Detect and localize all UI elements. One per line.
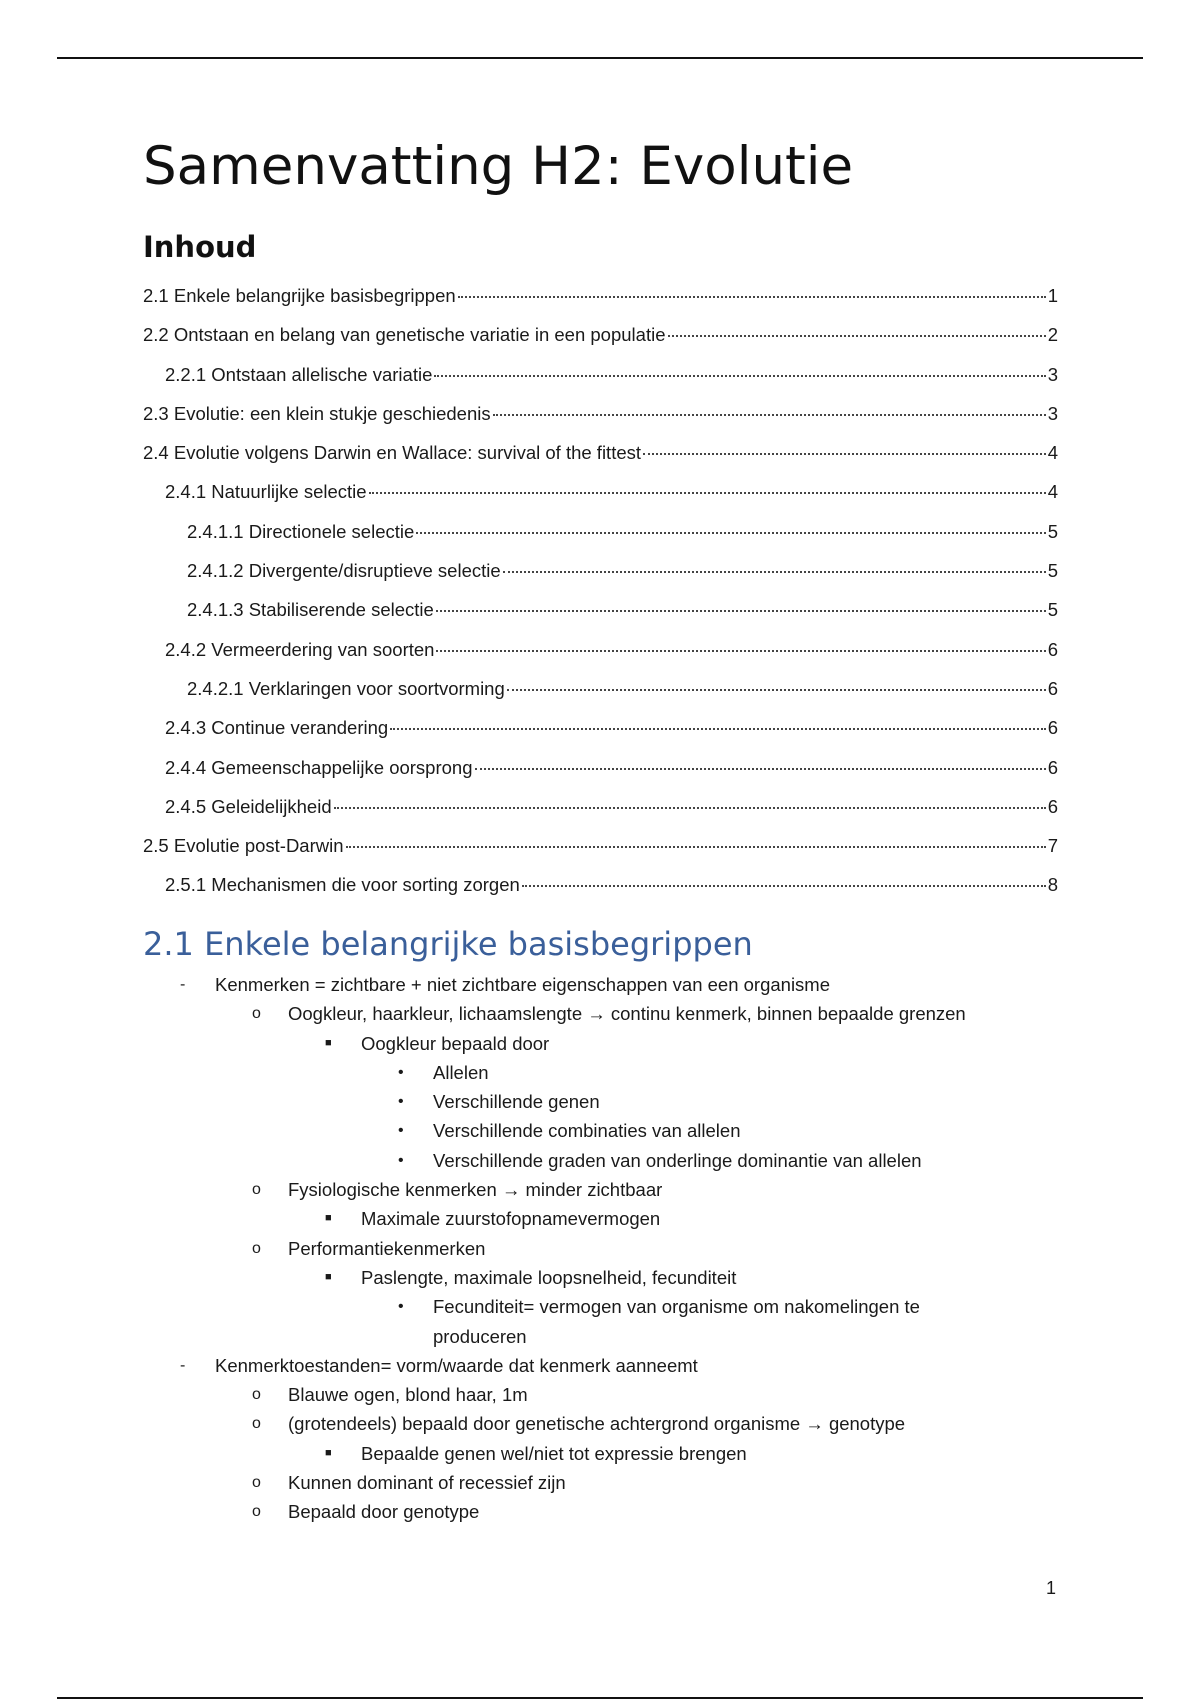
bullet-icon: •: [398, 1298, 404, 1316]
toc-entry[interactable]: [143, 521, 1058, 560]
list-item-text: Allelen: [433, 1061, 489, 1083]
list-item: [143, 1234, 1058, 1263]
list-item-text: Verschillende combinaties van allelen: [433, 1120, 741, 1142]
list-item-text: Verschillende genen: [433, 1091, 600, 1113]
toc-entry-page: 6: [1047, 795, 1058, 817]
toc-entry-page: 5: [1047, 599, 1058, 621]
toc-dot-leader: [436, 650, 1045, 652]
toc-entry-label: 2.1 Enkele belangrijke basisbegrippen: [143, 285, 456, 306]
toc-entry-page: 8: [1047, 874, 1058, 896]
toc-dot-leader: [493, 414, 1046, 416]
toc-entry[interactable]: [143, 835, 1058, 874]
list-item: [143, 1497, 1058, 1526]
toc-dot-leader: [369, 492, 1046, 494]
page-number: 1: [1046, 1578, 1057, 1598]
section-heading: 2.1 Enkele belangrijke basisbegrippen: [143, 925, 753, 963]
toc-dot-leader: [643, 453, 1046, 455]
toc-entry-label: 2.5 Evolutie post-Darwin: [143, 835, 344, 857]
toc-dot-leader: [522, 885, 1046, 887]
list-item: [143, 1351, 1058, 1380]
list-item: [143, 1087, 1058, 1116]
header-rule: [57, 57, 1143, 59]
toc-entry-page: 3: [1047, 363, 1058, 385]
toc-entry-label: 2.2 Ontstaan en belang van genetische variatie in een populatie: [143, 324, 666, 346]
list-item: [143, 1175, 1058, 1204]
list-item: [143, 1204, 1058, 1233]
bullet-icon: o: [252, 1005, 261, 1023]
list-item: [143, 1292, 1058, 1321]
list-item-text: Blauwe ogen, blond haar, 1m: [288, 1384, 528, 1406]
list-item-text: Fecunditeit= vermogen van organisme om nakomelingen te: [433, 1296, 920, 1318]
list-item-text: Oogkleur, haarkleur, lichaamslengte → continu kenmerk, binnen bepaalde grenzen: [288, 1003, 966, 1025]
list-item-text: Verschillende graden van onderlinge dominantie van allelen: [433, 1149, 922, 1171]
list-item: [143, 970, 1058, 999]
bullet-icon: ■: [325, 1036, 332, 1049]
list-item-text: Oogkleur bepaald door: [361, 1032, 550, 1054]
toc-entry-label: 2.2.1 Ontstaan allelische variatie: [165, 363, 433, 385]
bullet-icon: o: [252, 1386, 261, 1404]
toc-entry-label: 2.4.4 Gemeenschappelijke oorsprong: [165, 756, 473, 778]
toc-entry-label: 2.4.1.1 Directionele selectie: [187, 520, 415, 542]
toc-entry-label: 2.4.1 Natuurlijke selectie: [165, 481, 367, 503]
bullet-icon: ■: [325, 1270, 332, 1283]
toc-entry[interactable]: [143, 599, 1058, 638]
toc-entry-page: 5: [1047, 520, 1058, 542]
bullet-icon: o: [252, 1181, 261, 1199]
document-title: Samenvatting H2: Evolutie: [143, 136, 854, 197]
toc-entry[interactable]: [143, 560, 1058, 599]
list-item-text: Maximale zuurstofopnamevermogen: [361, 1208, 661, 1230]
toc-dot-leader: [434, 375, 1045, 377]
outline-list: [143, 970, 1058, 1527]
toc-entry[interactable]: [143, 639, 1058, 678]
toc-entry[interactable]: [143, 442, 1058, 481]
list-item-text: Kenmerktoestanden= vorm/waarde dat kenmerk aanneemt: [215, 1354, 698, 1376]
list-item-text: Bepaalde genen wel/niet tot expressie brengen: [361, 1442, 747, 1464]
toc-dot-leader: [668, 335, 1046, 337]
toc-entry-label: 2.4.3 Continue verandering: [165, 717, 389, 739]
toc-dot-leader: [458, 296, 1046, 298]
bullet-icon: o: [252, 1239, 261, 1257]
toc-entry-page: 6: [1047, 638, 1058, 660]
toc-entry[interactable]: [143, 757, 1058, 796]
toc-dot-leader: [390, 728, 1046, 730]
toc-entry-page: 6: [1047, 756, 1058, 778]
toc-entry-page: 6: [1047, 677, 1058, 699]
list-item: [143, 1058, 1058, 1087]
bullet-icon: -: [180, 1356, 186, 1374]
list-item-text: produceren: [433, 1325, 527, 1347]
list-item: [143, 999, 1058, 1028]
bullet-icon: •: [398, 1063, 404, 1081]
toc-entry-page: 7: [1047, 835, 1058, 857]
footer-rule: [57, 1697, 1143, 1699]
list-item-text: Fysiologische kenmerken → minder zichtbaar: [288, 1179, 663, 1201]
toc-entry[interactable]: [143, 481, 1058, 520]
toc-entry-label: 2.4.2.1 Verklaringen voor soortvorming: [187, 677, 505, 699]
list-item-text: Performantiekenmerken: [288, 1237, 486, 1259]
toc-entry[interactable]: [143, 285, 1058, 324]
toc-dot-leader: [334, 807, 1046, 809]
toc-entry[interactable]: [143, 403, 1058, 442]
list-item: [143, 1116, 1058, 1145]
toc-dot-leader: [503, 571, 1046, 573]
toc-entry-page: 5: [1047, 560, 1058, 582]
list-item: [143, 1146, 1058, 1175]
toc-entry-label: 2.4.5 Geleidelijkheid: [165, 795, 332, 817]
toc-entry-page: 2: [1047, 324, 1058, 346]
bullet-icon: •: [398, 1093, 404, 1111]
toc-entry[interactable]: [143, 874, 1058, 913]
bullet-icon: -: [180, 976, 186, 993]
toc-entry-label: 2.4.1.3 Stabiliserende selectie: [187, 599, 434, 621]
toc-entry[interactable]: [143, 678, 1058, 717]
list-item: [143, 1439, 1058, 1468]
toc-entry[interactable]: [143, 717, 1058, 756]
toc-dot-leader: [475, 768, 1046, 770]
bullet-icon: o: [252, 1415, 261, 1433]
toc-entry-label: 2.4 Evolutie volgens Darwin en Wallace: survival of the fittest: [143, 442, 642, 464]
toc-entry-page: 6: [1047, 717, 1058, 739]
list-item: [143, 1322, 1058, 1351]
toc-entry-page: 4: [1047, 481, 1058, 503]
list-item-text: Bepaald door genotype: [288, 1501, 480, 1523]
list-item: [143, 1468, 1058, 1497]
toc-entry-label: 2.4.1.2 Divergente/disruptieve selectie: [187, 560, 501, 582]
bullet-icon: ■: [325, 1446, 332, 1459]
toc-entry-page: 1: [1047, 285, 1058, 306]
list-item: [143, 1029, 1058, 1058]
toc-entry[interactable]: [143, 324, 1058, 363]
toc-entry[interactable]: [143, 364, 1058, 403]
list-item: [143, 1263, 1058, 1292]
bullet-icon: o: [252, 1474, 261, 1492]
bullet-icon: o: [252, 1503, 261, 1521]
list-item-text: Kenmerken = zichtbare + niet zichtbare eigenschappen van een organisme: [215, 974, 830, 995]
toc-entry-label: 2.4.2 Vermeerdering van soorten: [165, 638, 435, 660]
toc-entry-label: 2.3 Evolutie: een klein stukje geschiedenis: [143, 402, 491, 424]
toc-entry-label: 2.5.1 Mechanismen die voor sorting zorgen: [165, 874, 520, 896]
list-item-text: Paslengte, maximale loopsnelheid, fecunditeit: [361, 1266, 737, 1288]
toc-entry[interactable]: [143, 796, 1058, 835]
table-of-contents: [143, 285, 1058, 914]
toc-dot-leader: [507, 689, 1046, 691]
toc-entry-page: 4: [1047, 442, 1058, 464]
bullet-icon: •: [398, 1122, 404, 1140]
toc-entry-page: 3: [1047, 402, 1058, 424]
list-item: [143, 1409, 1058, 1438]
toc-dot-leader: [416, 532, 1045, 534]
bullet-icon: ■: [325, 1212, 332, 1225]
toc-dot-leader: [346, 846, 1046, 848]
toc-heading: Inhoud: [143, 230, 257, 264]
list-item: [143, 1380, 1058, 1409]
list-item-text: (grotendeels) bepaald door genetische achtergrond organisme → genotype: [288, 1413, 906, 1435]
bullet-icon: •: [398, 1151, 404, 1169]
toc-dot-leader: [436, 610, 1046, 612]
list-item-text: Kunnen dominant of recessief zijn: [288, 1472, 566, 1494]
